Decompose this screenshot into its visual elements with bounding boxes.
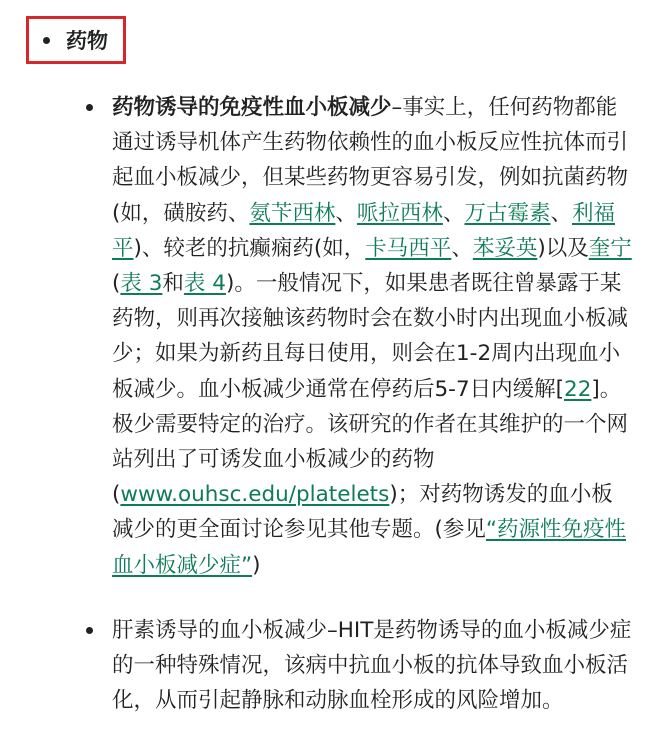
item-text: 、 [451, 235, 473, 261]
link-drug-induced-itp-topic[interactable]: “药源性免疫性血小板减少症” [112, 517, 627, 578]
item-text: 肝素诱导的血小板减少–HIT是药物诱导的血小板减少症的一种特殊情况，该病中抗血小板的抗体导致血小板活化，从而引起静脉和动脉血栓形成的风险增加。 [112, 617, 632, 714]
item-text: 、 [335, 200, 357, 226]
item-text: )以及 [537, 235, 589, 261]
link-vancomycin[interactable]: 万古霉素 [464, 200, 551, 226]
link-platelets-website[interactable]: www.ouhsc.edu/platelets [120, 482, 390, 508]
section-title: 药物 [66, 29, 108, 53]
item-text: )、较老的抗癫痫药(如， [133, 235, 366, 261]
list-item-heparin-induced [0, 613, 632, 719]
bullet-dot [86, 627, 93, 634]
item-text: )。一般情况下，如果患者既往曾暴露于某药物，则再次接触该药物时会在数小时内出现血小板减少；如果为新药且每日使用，则会在1-2周内出现血小板减少。血小板减少通常在停药后5-7日内缓解[ [112, 271, 629, 402]
link-carbamazepine[interactable]: 卡马西平 [365, 235, 452, 261]
list-item-drug-induced [0, 90, 632, 583]
bullet-dot [43, 37, 50, 44]
item-text: 、 [442, 200, 465, 226]
bullet-dot [86, 104, 93, 111]
link-table-4[interactable]: 表 4 [183, 271, 226, 297]
item-text: ) [252, 552, 261, 578]
link-piperacillin[interactable]: 哌拉西林 [356, 200, 443, 226]
link-reference-22[interactable]: 22 [564, 376, 592, 402]
item-text: ]。极少需要特定的治疗。该研究的作者在其维护的一个网站列出了可诱发血小板减少的药物( [112, 376, 629, 508]
link-quinine[interactable]: 奎宁 [588, 235, 632, 261]
item-bold-title: 药物诱导的免疫性血小板减少 [112, 95, 392, 120]
item-text: )；对药物诱发的血小板减少的更全面讨论参见其他专题。(参见 [112, 482, 613, 543]
link-phenytoin[interactable]: 苯妥英 [472, 235, 538, 261]
link-rifampin[interactable]: 利福平 [112, 200, 615, 261]
bullet-list [0, 90, 632, 718]
item-text: 和 [162, 271, 184, 297]
item-text: –事实上，任何药物都能通过诱导机体产生药物依赖性的血小板反应性抗体而引起血小板减少，但某些药物更容易引发，例如抗菌药物(如，磺胺药、 [112, 95, 629, 226]
link-ampicillin[interactable]: 氨苄西林 [249, 200, 336, 226]
highlighted-section-heading [26, 16, 126, 64]
item-text: ( [112, 271, 121, 297]
link-table-3[interactable]: 表 3 [120, 271, 163, 297]
item-text: 、 [550, 200, 572, 226]
